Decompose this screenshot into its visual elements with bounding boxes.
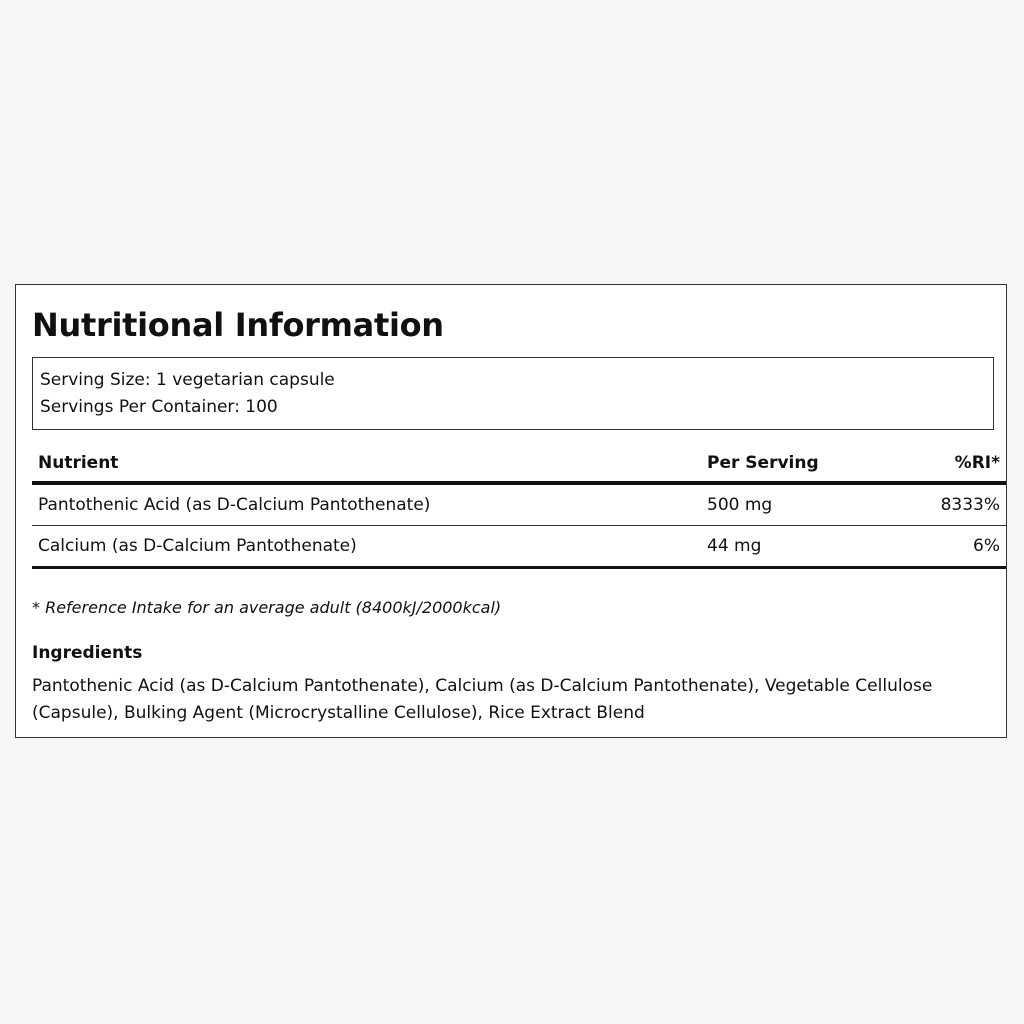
nutrient-ri: 6% <box>877 526 1006 568</box>
servings-per-container: Servings Per Container: 100 <box>40 397 278 417</box>
nutrient-name: Pantothenic Acid (as D-Calcium Pantothenate) <box>32 483 707 526</box>
header-ri: %RI* <box>877 445 1006 483</box>
nutrient-name: Calcium (as D-Calcium Pantothenate) <box>32 526 707 568</box>
ri-footnote: * Reference Intake for an average adult (8400kJ/2000kcal) <box>32 598 502 617</box>
header-per-serving: Per Serving <box>707 445 877 483</box>
nutrient-table <box>32 445 1006 569</box>
serving-info-box <box>32 357 994 430</box>
ingredients-list: Pantothenic Acid (as D-Calcium Pantothenate), Calcium (as D-Calcium Pantothenate), Vegetable Cellulose (Capsule), Bulking Agent (Microcrystalline Cellulose), Rice Extract Blend <box>32 676 933 723</box>
table-row <box>32 526 1006 568</box>
nutrition-label-panel <box>15 284 1007 738</box>
table-header-row <box>32 445 1006 483</box>
nutrient-amount: 500 mg <box>707 483 877 526</box>
nutrient-amount: 44 mg <box>707 526 877 568</box>
ingredients-heading: Ingredients <box>32 643 143 663</box>
serving-size: Serving Size: 1 vegetarian capsule <box>40 370 335 390</box>
label-title: Nutritional Information <box>32 306 444 344</box>
nutrient-ri: 8333% <box>877 483 1006 526</box>
table-row <box>32 483 1006 526</box>
header-nutrient: Nutrient <box>32 445 707 483</box>
